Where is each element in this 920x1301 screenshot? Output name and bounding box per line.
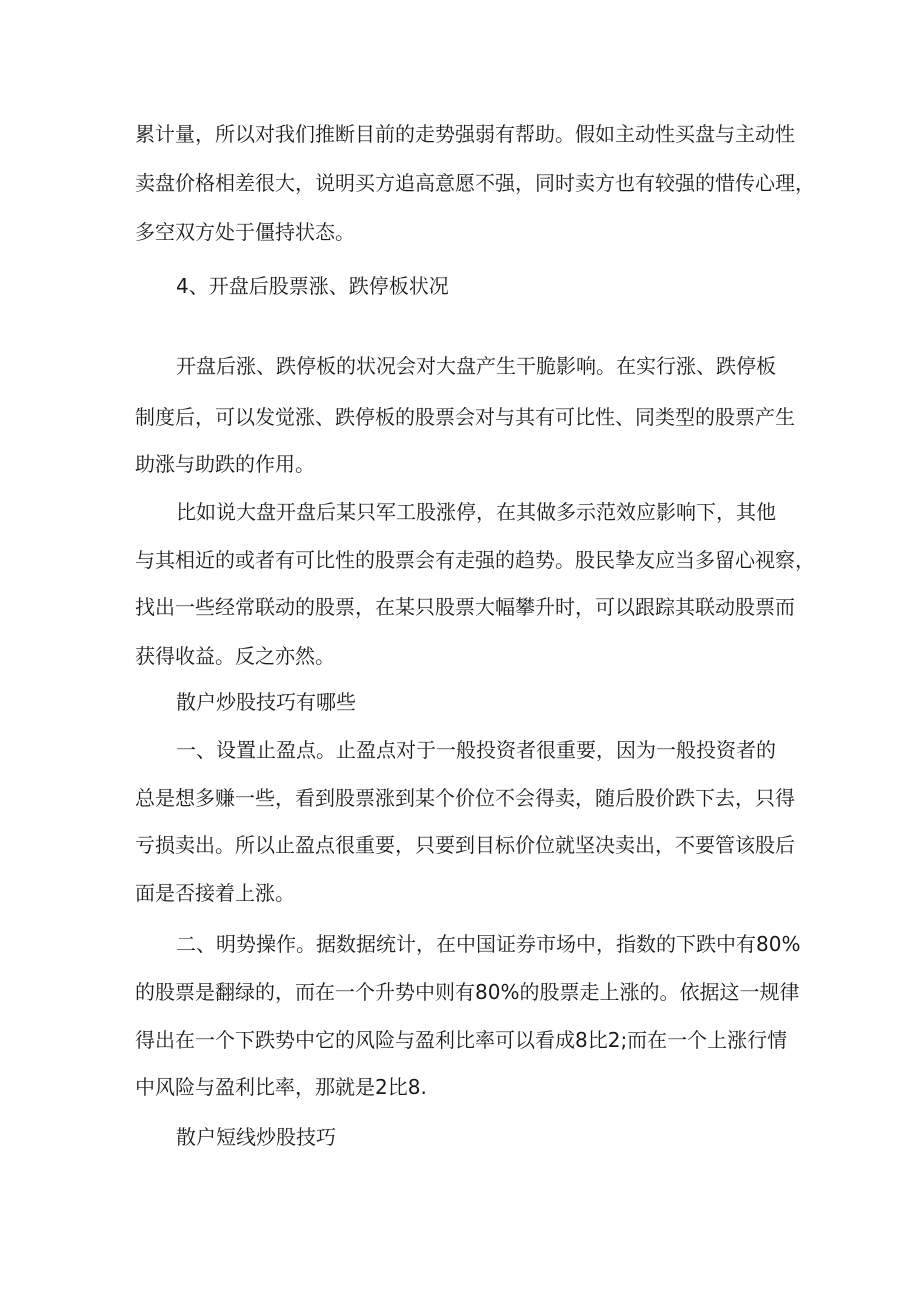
paragraph-line: 总是想多赚一些，看到股票涨到某个价位不会得卖，随后股价跌下去，只得 [135,786,795,810]
paragraph-line: 中风险与盈利比率，那就是2比8. [135,1075,427,1099]
paragraph-line: 的股票是翻绿的，而在一个升势中则有80%的股票走上涨的。依据这一规律 [135,980,800,1004]
paragraph-line: 累计量，所以对我们推断目前的走势强弱有帮助。假如主动性买盘与主动性 [135,122,795,146]
section-heading: 散户短线炒股技巧 [176,1125,336,1149]
paragraph-line: 二、明势操作。据数据统计，在中国证券市场中，指数的下跌中有80% [176,932,801,956]
paragraph-line: 卖盘价格相差很大，说明买方追高意愿不强，同时卖方也有较强的惜传心理， [135,171,815,195]
paragraph-line: 开盘后涨、跌停板的状况会对大盘产生干脆影响。在实行涨、跌停板 [176,354,776,378]
paragraph-line: 获得收益。反之亦然。 [135,644,335,668]
paragraph-line: 助涨与助跌的作用。 [135,452,315,476]
paragraph-line: 得出在一个下跌势中它的风险与盈利比率可以看成8比2;而在一个上涨行情 [135,1028,788,1052]
paragraph-line: 比如说大盘开盘后某只军工股涨停，在其做多示范效应影响下，其他 [176,500,776,524]
paragraph-line: 面是否接着上涨。 [135,881,295,905]
paragraph-line: 与其相近的或者有可比性的股票会有走强的趋势。股民挚友应当多留心视察， [135,548,815,572]
section-heading: 散户炒股技巧有哪些 [176,690,356,714]
section-heading: 4、开盘后股票涨、跌停板状况 [176,274,449,298]
paragraph-line: 亏损卖出。所以止盈点很重要，只要到目标价位就坚决卖出，不要管该股后 [135,833,795,857]
paragraph-line: 制度后，可以发觉涨、跌停板的股票会对与其有可比性、同类型的股票产生 [135,405,795,429]
paragraph-line: 一、设置止盈点。止盈点对于一般投资者很重要，因为一般投资者的 [176,738,776,762]
paragraph-line: 多空双方处于僵持状态。 [135,220,355,244]
paragraph-line: 找出一些经常联动的股票，在某只股票大幅攀升时，可以跟踪其联动股票而 [135,595,795,619]
